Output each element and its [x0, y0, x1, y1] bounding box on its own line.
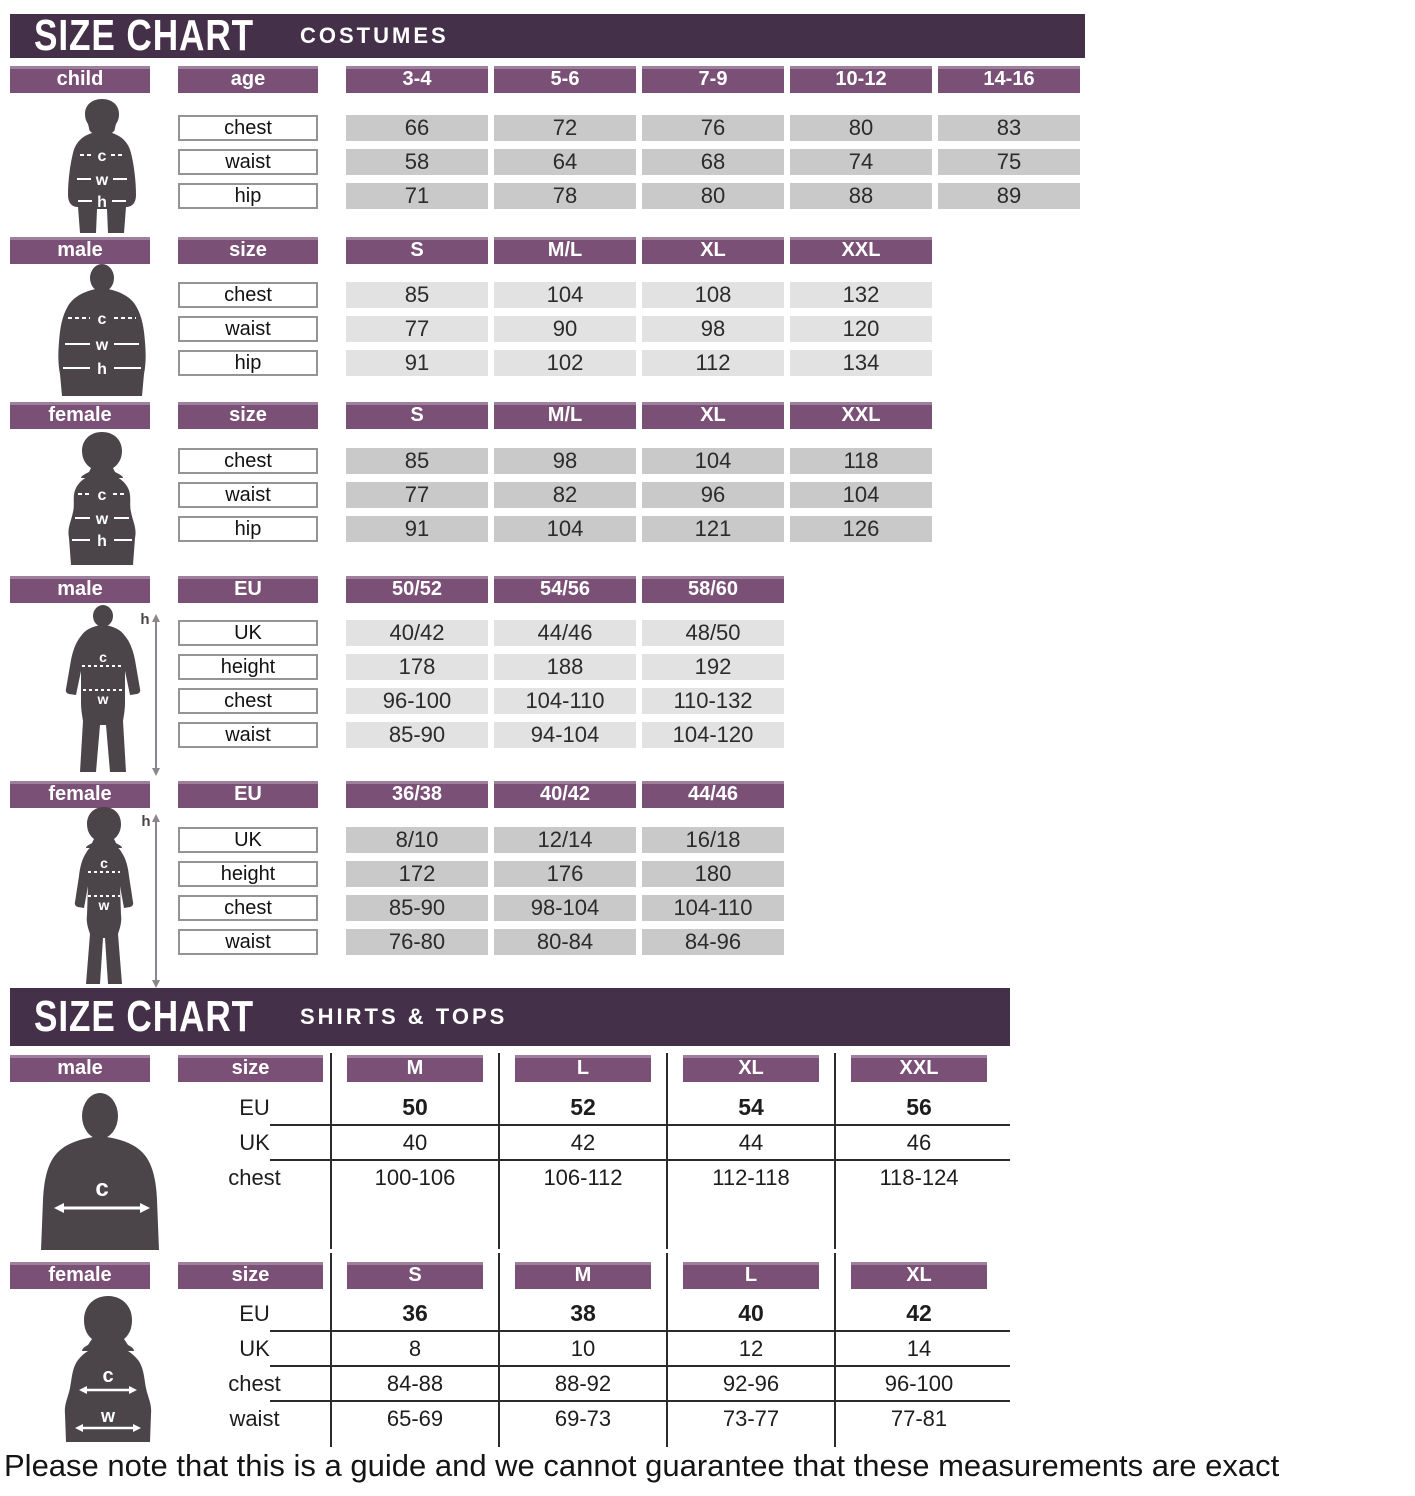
row-cells	[331, 1300, 1003, 1327]
divider-line	[270, 1159, 1010, 1161]
column-slot	[499, 1055, 667, 1082]
table-cell: 118-124	[879, 1164, 959, 1190]
measure-letter: c	[97, 487, 107, 504]
spacer	[318, 149, 346, 175]
measure-letter: c	[97, 148, 107, 165]
measure-letter: c	[99, 649, 107, 665]
table-cell: 108	[642, 282, 784, 308]
column-headers	[346, 576, 784, 603]
table-cell: 69-73	[554, 1405, 612, 1431]
head-banner: EU	[178, 781, 318, 808]
table-cell: 80-84	[494, 929, 636, 955]
measure-letter: w	[97, 691, 109, 707]
table-row	[178, 516, 932, 542]
column-header: 3-4	[346, 66, 488, 93]
row-cells	[346, 654, 784, 680]
table-cell: 84-96	[642, 929, 784, 955]
table-cell: 36	[402, 1300, 428, 1326]
table-cell: 98	[642, 316, 784, 342]
table-cell: 8/10	[346, 827, 488, 853]
column-header: 10-12	[790, 66, 932, 93]
row-label: chest	[178, 688, 318, 714]
row-cells	[346, 282, 932, 308]
row-label: chest	[178, 895, 318, 921]
table-cell: 71	[346, 183, 488, 209]
column-header: 58/60	[642, 576, 784, 603]
table-cell: 14	[906, 1335, 932, 1361]
row-label: height	[178, 654, 318, 680]
spacer	[318, 183, 346, 209]
table-cell: 188	[494, 654, 636, 680]
table-row	[178, 350, 932, 376]
table-cell: 77	[346, 482, 488, 508]
row-cells	[346, 316, 932, 342]
costumes-subtitle: COSTUMES	[300, 23, 449, 48]
table-cell: 92-96	[722, 1370, 780, 1396]
table-cell: 83	[938, 115, 1080, 141]
table-row	[178, 654, 784, 680]
column-header: S	[347, 1262, 483, 1289]
row-cells	[331, 1406, 1003, 1432]
column-header: XL	[851, 1262, 987, 1289]
column-headers	[346, 402, 932, 429]
column-slot	[331, 1055, 499, 1082]
table-cell: 85	[346, 282, 488, 308]
column-slot	[835, 1262, 1003, 1289]
spacer	[318, 282, 346, 308]
table-cell: 80	[790, 115, 932, 141]
row-cells	[346, 183, 1080, 209]
table-row	[178, 722, 784, 748]
table-cell: 91	[346, 350, 488, 376]
row-cells	[346, 448, 932, 474]
divider-line	[270, 1330, 1010, 1332]
table-cell: 85	[346, 448, 488, 474]
row-label: chest	[228, 1164, 281, 1190]
table-cell: 72	[494, 115, 636, 141]
row-cells	[346, 895, 784, 921]
column-header: M/L	[494, 237, 636, 264]
spacer	[318, 620, 346, 646]
female-body-silhouette-icon	[52, 806, 172, 988]
table-cell: 68	[642, 149, 784, 175]
head-banner: size	[178, 237, 318, 264]
column-slot	[667, 1262, 835, 1289]
table-cell: 104-120	[642, 722, 784, 748]
table-cell: 56	[906, 1094, 932, 1120]
table-row	[178, 688, 784, 714]
group-banner: child	[10, 66, 150, 93]
table-cell: 106-112	[543, 1164, 623, 1190]
group-banner: male	[10, 1055, 150, 1082]
table-cell: 91	[346, 516, 488, 542]
table-row	[178, 115, 1080, 141]
table-cell: 118	[790, 448, 932, 474]
table-cell: 180	[642, 861, 784, 887]
male-torso-silhouette-icon	[46, 264, 158, 396]
row-label: UK	[178, 620, 318, 646]
row-cells	[331, 1165, 1003, 1191]
measure-letter: w	[98, 897, 110, 913]
measure-letter: c	[97, 311, 107, 328]
spacer	[318, 654, 346, 680]
measure-letter: h	[97, 361, 107, 378]
group-banner: female	[10, 781, 150, 808]
table-cell: 110-132	[642, 688, 784, 714]
spacer	[318, 861, 346, 887]
spacer	[318, 482, 346, 508]
table-row	[178, 282, 932, 308]
column-header: 7-9	[642, 66, 784, 93]
row-cells	[346, 620, 784, 646]
table-cell: 64	[494, 149, 636, 175]
spacer	[318, 516, 346, 542]
table-cell: 88	[790, 183, 932, 209]
head-banner: age	[178, 66, 318, 93]
divider-line	[270, 1400, 1010, 1402]
column-header: 54/56	[494, 576, 636, 603]
male-bust-silhouette-icon	[28, 1090, 180, 1250]
table-row	[178, 895, 784, 921]
costumes-title: SIZE CHART	[34, 11, 254, 60]
spacer	[318, 722, 346, 748]
row-label: UK	[178, 827, 318, 853]
column-header: S	[346, 402, 488, 429]
table-cell: 46	[906, 1129, 932, 1155]
row-label: waist	[229, 1405, 280, 1431]
table-cell: 104	[494, 282, 636, 308]
table-cell: 102	[494, 350, 636, 376]
table-cell: 85-90	[346, 722, 488, 748]
table-cell: 77	[346, 316, 488, 342]
table-cell: 104-110	[642, 895, 784, 921]
shirts-subtitle: SHIRTS & TOPS	[300, 1004, 508, 1029]
table-rows	[178, 115, 1080, 209]
table-cell: 75	[938, 149, 1080, 175]
spacer	[318, 115, 346, 141]
table-cell: 100-106	[374, 1164, 456, 1190]
row-label: UK	[239, 1129, 270, 1155]
table-row	[178, 861, 784, 887]
table-cell: 178	[346, 654, 488, 680]
table-row	[178, 448, 932, 474]
column-header: 40/42	[494, 781, 636, 808]
male-body-silhouette-icon	[48, 604, 173, 776]
divider-line	[270, 1365, 1010, 1367]
column-header: M	[515, 1262, 651, 1289]
column-slot	[667, 1055, 835, 1082]
column-header: 36/38	[346, 781, 488, 808]
table-cell: 65-69	[386, 1405, 444, 1431]
table-cell: 42	[906, 1300, 932, 1326]
measure-letter: h	[140, 611, 150, 628]
head-banner: EU	[178, 576, 318, 603]
column-headers	[331, 1262, 1003, 1289]
table-cell: 40	[738, 1300, 764, 1326]
table-rows	[178, 282, 932, 376]
measure-letter: w	[95, 337, 109, 354]
table-cell: 104-110	[494, 688, 636, 714]
table-cell: 77-81	[890, 1405, 948, 1431]
spacer	[318, 688, 346, 714]
table-row	[178, 620, 784, 646]
table-cell: 192	[642, 654, 784, 680]
table-cell: 96-100	[346, 688, 488, 714]
female-bust-silhouette-icon	[38, 1294, 183, 1442]
costumes-header-banner	[10, 11, 1085, 60]
row-label: EU	[239, 1300, 270, 1326]
measure-letter: w	[95, 172, 109, 189]
column-headers	[346, 66, 1080, 93]
row-cells	[331, 1336, 1003, 1362]
table-cell: 104	[642, 448, 784, 474]
row-label: UK	[239, 1335, 270, 1361]
measure-letter: c	[95, 1175, 109, 1202]
table-cell: 66	[346, 115, 488, 141]
female-torso-silhouette-icon	[48, 430, 156, 565]
table-cell: 44/46	[494, 620, 636, 646]
table-cell: 40	[402, 1129, 428, 1155]
table-cell: 44	[738, 1129, 764, 1155]
head-banner: size	[178, 1262, 323, 1289]
column-header: M/L	[494, 402, 636, 429]
table-cell: 104	[790, 482, 932, 508]
spacer	[318, 827, 346, 853]
column-header: 44/46	[642, 781, 784, 808]
row-cells	[331, 1094, 1003, 1121]
row-label: hip	[178, 516, 318, 542]
group-banner: female	[10, 1262, 150, 1289]
column-headers	[346, 781, 784, 808]
table-cell: 52	[570, 1094, 596, 1120]
measure-letter: c	[102, 1365, 114, 1387]
spacer	[318, 448, 346, 474]
table-cell: 74	[790, 149, 932, 175]
table-cell: 16/18	[642, 827, 784, 853]
table-cell: 76	[642, 115, 784, 141]
row-cells	[346, 861, 784, 887]
table-row	[178, 929, 784, 955]
group-banner: male	[10, 576, 150, 603]
row-label: chest	[228, 1370, 281, 1396]
table-cell: 96	[642, 482, 784, 508]
row-label: waist	[178, 316, 318, 342]
measure-letter: c	[100, 855, 108, 871]
spacer	[318, 350, 346, 376]
column-header: S	[346, 237, 488, 264]
head-banner: size	[178, 402, 318, 429]
shirts-header-banner	[10, 988, 1010, 1046]
table-row	[178, 183, 1080, 209]
row-cells	[346, 482, 932, 508]
measure-letter: w	[100, 1406, 116, 1426]
table-cell: 80	[642, 183, 784, 209]
row-label: EU	[239, 1094, 270, 1120]
table-cell: 82	[494, 482, 636, 508]
row-label: waist	[178, 929, 318, 955]
row-cells	[346, 149, 1080, 175]
column-headers	[331, 1055, 1003, 1082]
table-cell: 8	[408, 1335, 422, 1361]
table-row	[178, 482, 932, 508]
measure-letter: h	[141, 813, 151, 830]
spacer	[318, 929, 346, 955]
table-cell: 120	[790, 316, 932, 342]
table-cell: 85-90	[346, 895, 488, 921]
row-cells	[346, 827, 784, 853]
column-header: XL	[642, 402, 784, 429]
group-banner: male	[10, 237, 150, 264]
table-cell: 96-100	[884, 1370, 954, 1396]
table-rows	[178, 620, 784, 748]
head-banner: size	[178, 1055, 323, 1082]
column-slot	[499, 1262, 667, 1289]
table-cell: 54	[738, 1094, 764, 1120]
shirts-title: SIZE CHART	[34, 992, 254, 1041]
row-cells	[346, 516, 932, 542]
table-cell: 94-104	[494, 722, 636, 748]
divider-line	[270, 1124, 1010, 1126]
table-cell: 98	[494, 448, 636, 474]
table-cell: 76-80	[346, 929, 488, 955]
table-cell: 132	[790, 282, 932, 308]
column-header: 14-16	[938, 66, 1080, 93]
row-cells	[331, 1371, 1003, 1397]
table-cell: 42	[570, 1129, 596, 1155]
table-cell: 73-77	[722, 1405, 780, 1431]
table-cell: 126	[790, 516, 932, 542]
column-header: XXL	[790, 237, 932, 264]
table-cell: 98-104	[494, 895, 636, 921]
table-cell: 112-118	[712, 1164, 790, 1190]
child-silhouette-icon	[52, 97, 152, 235]
table-row	[178, 827, 784, 853]
table-cell: 50	[402, 1094, 428, 1120]
table-cell: 121	[642, 516, 784, 542]
table-cell: 172	[346, 861, 488, 887]
table-cell: 12/14	[494, 827, 636, 853]
row-label: waist	[178, 722, 318, 748]
measure-letter: w	[95, 511, 109, 528]
row-label: chest	[178, 115, 318, 141]
table-cell: 134	[790, 350, 932, 376]
table-cell: 78	[494, 183, 636, 209]
row-label: waist	[178, 149, 318, 175]
table-cell: 176	[494, 861, 636, 887]
table-row	[178, 149, 1080, 175]
row-label: chest	[178, 282, 318, 308]
row-cells	[346, 115, 1080, 141]
row-cells	[331, 1130, 1003, 1156]
row-cells	[346, 929, 784, 955]
row-cells	[346, 688, 784, 714]
table-cell: 40/42	[346, 620, 488, 646]
row-cells	[346, 350, 932, 376]
table-rows	[178, 448, 932, 542]
table-cell: 10	[570, 1335, 596, 1361]
table-cell: 12	[738, 1335, 764, 1361]
spacer	[318, 895, 346, 921]
spacer	[318, 316, 346, 342]
column-headers	[346, 237, 932, 264]
table-cell: 58	[346, 149, 488, 175]
column-header: XXL	[851, 1055, 987, 1082]
column-header: 50/52	[346, 576, 488, 603]
column-header: XL	[642, 237, 784, 264]
row-cells	[346, 722, 784, 748]
table-row	[178, 316, 932, 342]
column-slot	[331, 1262, 499, 1289]
row-label: waist	[178, 482, 318, 508]
measure-letter: h	[97, 194, 107, 211]
column-header: L	[515, 1055, 651, 1082]
table-cell: 104	[494, 516, 636, 542]
row-label: height	[178, 861, 318, 887]
table-cell: 89	[938, 183, 1080, 209]
column-header: M	[347, 1055, 483, 1082]
table-cell: 112	[642, 350, 784, 376]
row-label: chest	[178, 448, 318, 474]
column-slot	[835, 1055, 1003, 1082]
column-header: L	[683, 1262, 819, 1289]
table-cell: 84-88	[386, 1370, 444, 1396]
table-cell: 48/50	[642, 620, 784, 646]
footer-note: Please note that this is a guide and we cannot guarantee that these measurements are exact	[4, 1448, 1280, 1483]
column-header: XXL	[790, 402, 932, 429]
measure-letter: h	[97, 533, 107, 550]
column-header: 5-6	[494, 66, 636, 93]
row-label: hip	[178, 183, 318, 209]
column-header: XL	[683, 1055, 819, 1082]
row-label: hip	[178, 350, 318, 376]
table-rows	[178, 827, 784, 955]
group-banner: female	[10, 402, 150, 429]
table-cell: 88-92	[554, 1370, 612, 1396]
table-cell: 38	[570, 1300, 596, 1326]
table-cell: 90	[494, 316, 636, 342]
